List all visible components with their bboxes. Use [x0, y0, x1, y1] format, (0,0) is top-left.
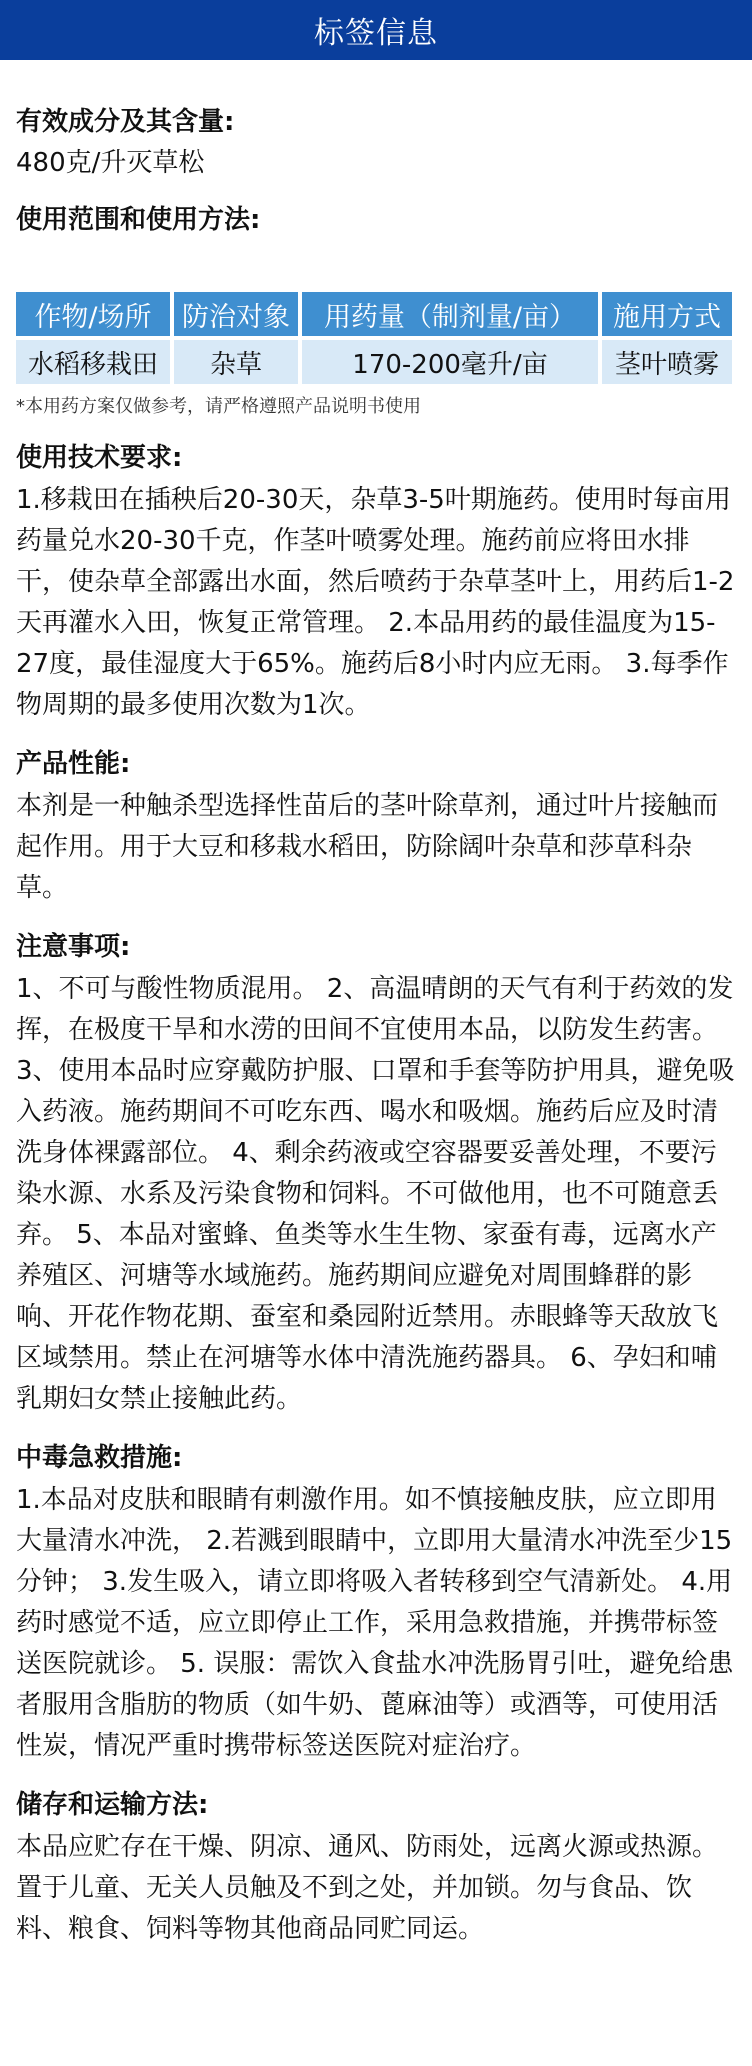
precautions-title: 注意事项:: [16, 932, 131, 962]
table-cell-dosage: 170-200毫升/亩: [302, 340, 598, 384]
first-aid-title: 中毒急救措施:: [16, 1443, 183, 1473]
usage-table-header-row: [16, 292, 732, 336]
table-cell-method: 茎叶喷雾: [602, 340, 732, 384]
storage-text: 本品应贮存在干燥、阴凉、通风、防雨处，远离火源或热源。置于儿童、无关人员触及不到之处，并加锁。勿与食品、饮料、粮食、饲料等物其他商品同贮同运。: [16, 1832, 719, 1944]
label-content: [0, 106, 752, 1950]
page-header: [0, 0, 752, 60]
usage-note: *本用药方案仅做参考，请严格遵照产品说明书使用: [16, 396, 421, 417]
usage-title: 使用范围和使用方法:: [16, 205, 261, 235]
performance-title: 产品性能:: [16, 749, 131, 779]
performance-text: 本剂是一种触杀型选择性苗后的茎叶除草剂，通过叶片接触而起作用。用于大豆和移栽水稻田，防除阔叶杂草和莎草科杂草。: [16, 791, 719, 903]
table-header-crop: 作物/场所: [16, 292, 170, 336]
usage-table: [12, 288, 736, 388]
technique-title: 使用技术要求:: [16, 443, 183, 473]
table-row: [16, 340, 732, 384]
ingredients-title: 有效成分及其含量:: [16, 107, 235, 137]
table-header-method: 施用方式: [602, 292, 732, 336]
ingredients-text: 480克/升灭草松: [16, 148, 205, 178]
storage-title: 储存和运输方法:: [16, 1790, 209, 1820]
table-cell-target: 杂草: [174, 340, 298, 384]
page-title: 标签信息: [314, 16, 438, 51]
table-header-dosage: 用药量（制剂量/亩）: [302, 292, 598, 336]
table-cell-crop: 水稻移栽田: [16, 340, 170, 384]
technique-text: 1.移栽田在插秧后20-30天，杂草3-5叶期施药。使用时每亩用药量兑水20-30千克，作茎叶喷雾处理。施药前应将田水排干，使杂草全部露出水面，然后喷药于杂草茎叶上，用药后1-2天再灌水入田，恢复正常管理。 2.本品用药的最佳温度为15-27度，最佳湿度大于65%。施药后8小时内应无雨。 3.每季作物周期的最多使用次数为1次。: [16, 485, 735, 720]
first-aid-text: 1.本品对皮肤和眼睛有刺激作用。如不慎接触皮肤，应立即用大量清水冲洗， 2.若溅到眼睛中，立即用大量清水冲洗至少15分钟； 3.发生吸入，请立即将吸入者转移到空气清新处。 4.用药时感觉不适，应立即停止工作，采用急救措施，并携带标签送医院就诊。 5. 误服：需饮入食盐水冲洗肠胃引吐，避免给患者服用含脂肪的物质（如牛奶、蓖麻油等）或酒等，可使用活性炭，情况严重时携带标签送医院对症治疗。: [16, 1485, 734, 1761]
table-header-target: 防治对象: [174, 292, 298, 336]
precautions-text: 1、不可与酸性物质混用。 2、高温晴朗的天气有利于药效的发挥，在极度干旱和水涝的田间不宜使用本品，以防发生药害。 3、使用本品时应穿戴防护服、口罩和手套等防护用具，避免吸入药液。施药期间不可吃东西、喝水和吸烟。施药后应及时清洗身体裸露部位。 4、剩余药液或空容器要妥善处理，不要污染水源、水系及污染食物和饲料。不可做他用，也不可随意丢弃。 5、本品对蜜蜂、鱼类等水生生物、家蚕有毒，远离水产养殖区、河塘等水域施药。施药期间应避免对周围蜂群的影响、开花作物花期、蚕室和桑园附近禁用。赤眼蜂等天敌放飞区域禁用。禁止在河塘等水体中清洗施药器具。 6、孕妇和哺乳期妇女禁止接触此药。: [16, 974, 735, 1414]
